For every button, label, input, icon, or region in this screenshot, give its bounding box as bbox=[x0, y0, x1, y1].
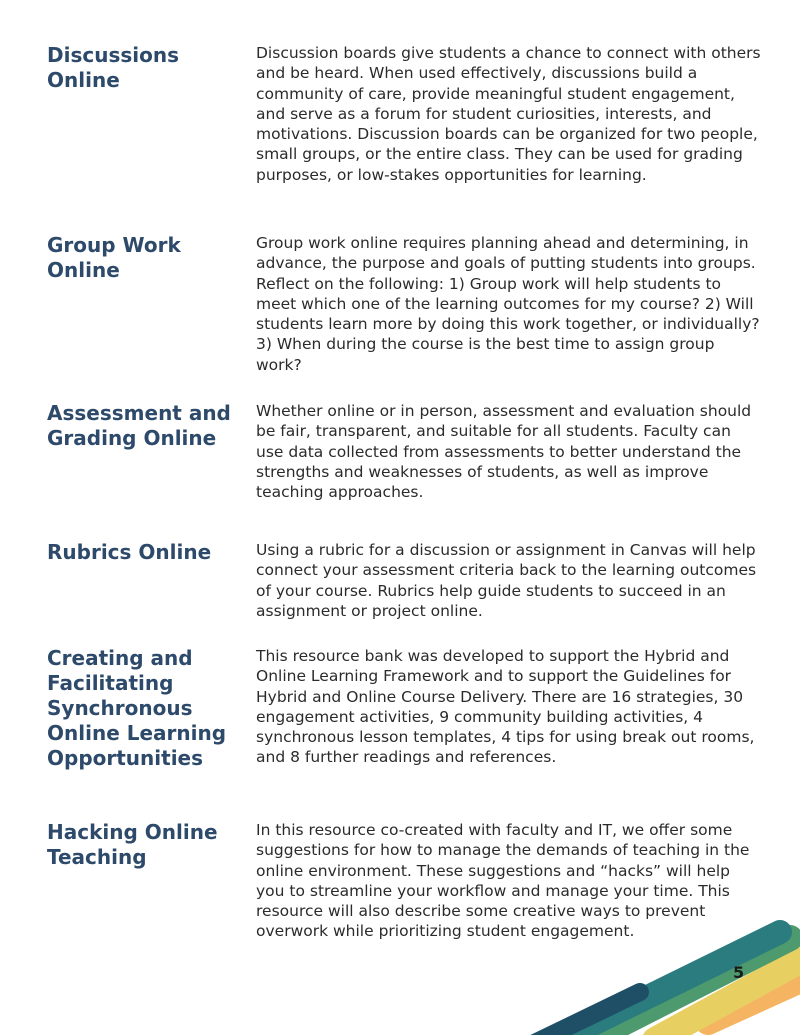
section-heading: Rubrics Online bbox=[47, 540, 212, 564]
section-heading: Discussions Online bbox=[47, 43, 180, 92]
section-heading: Assessment and Grading Online bbox=[47, 401, 231, 450]
section-heading: Creating and Facilitating Synchronous Online Learning Opportunities bbox=[47, 646, 227, 770]
section-body: This resource bank was developed to support the Hybrid and Online Learning Framework and to support the Guidelines for Hybrid and Online Course Delivery. There are 16 strategies, 30 engagement activities, 9 community building activities, 4 synchronous lesson templates, 4 tips for using break out rooms, and 8 further readings and references. bbox=[256, 647, 755, 767]
section-body: Using a rubric for a discussion or assignment in Canvas will help connect your assessment criteria back to the learning outcomes of your course. Rubrics help guide students to succeed in an assignment or project online. bbox=[256, 541, 757, 620]
section-heading: Hacking Online Teaching bbox=[47, 820, 218, 869]
section-body: Whether online or in person, assessment and evaluation should be fair, transparent, and suitable for all students. Faculty can use data collected from assessments to better understand the strengths and weaknesses of students, as well as improve teaching approaches. bbox=[256, 402, 752, 502]
section-body: Discussion boards give students a chance to connect with others and be heard. When used effectively, discussions build a community of care, provide meaningful student engagement, and serve as a forum for student curiosities, interests, and motivations. Discussion boards can be organized for two people, small groups, or the entire class. They can be used for grading purposes, or low-stakes opportunities for learning. bbox=[256, 44, 761, 184]
page-number: 5 bbox=[733, 963, 745, 982]
section-heading: Group Work Online bbox=[47, 233, 181, 282]
section-body: In this resource co-created with faculty and IT, we offer some suggestions for how to manage the demands of teaching in the online environment. These suggestions and “hacks” will help you to streamline your workflow and manage your time. This resource will also describe some creative ways to prevent overwork while prioritizing student engagement. bbox=[256, 821, 750, 941]
section-body: Group work online requires planning ahead and determining, in advance, the purpose and goals of putting students into groups. Reflect on the following: 1) Group work will help students to meet which one of the learning outcomes for my course? 2) Will students learn more by doing this work together, or individually? 3) When during the course is the best time to assign group work? bbox=[256, 234, 760, 374]
